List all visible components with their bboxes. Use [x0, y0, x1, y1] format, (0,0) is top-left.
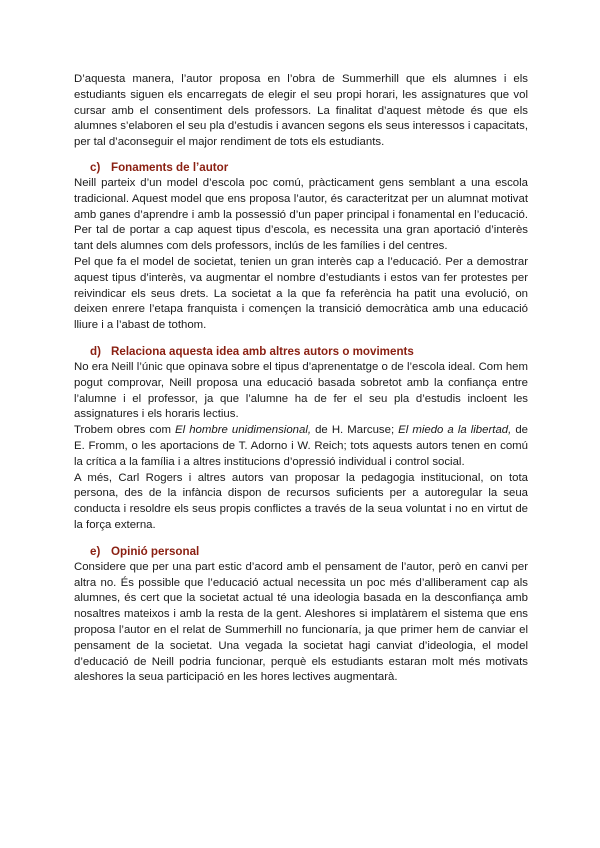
section-c-marker: c) [90, 160, 101, 174]
section-d-title: Relaciona aquesta idea amb altres autors o moviments [111, 344, 414, 358]
work-title-hombre-unidimensional: El hombre unidimensional, [175, 424, 312, 437]
section-d-p2-start: Trobem obres com [74, 424, 176, 437]
section-d-p2-mid: de H. Marcuse; [311, 424, 399, 437]
section-d-paragraph-3: A més, Carl Rogers i altres autors van proposar la pedagogia institucional, on tota persona, des de la infància dispon de recursos suficients per a autoregular la seua conducta i resoldre els seus propis conflictes a través de la seua voluntat i no en virtut de la força externa. [74, 471, 528, 531]
section-c-heading [74, 160, 528, 176]
section-d-paragraph-1: No era Neill l’únic que opinava sobre el tipus d’aprenentatge o de l’escola ideal. Com hem pogut comprovar, Neill proposa una educació basada sobretot amb la confiança entre l’alumne i el professor, ja que l’alumne ha de fer el seu pla d’estudis incloent les assignatures i els horaris lectius. [74, 360, 528, 421]
document-body [74, 72, 528, 686]
section-e-paragraph-1: Considere que per una part estic d’acord amb el pensament de l’autor, però en canvi per altra no. És possible que l’educació actual necessita un poc més d’alliberament cap als alumnes, és cert que la societat actual té una ideologia basada en la desconfiança amb nosaltres mateixos i amb la resta de la gent. Aleshores si implatàrem el sistema que ens proposa l’autor en el relat de Summerhill no funcionaría, ja que primer hem de canviar el pensament de la societat. Una vegada la societat hagi canviat d’ideologia, el model d’educació de Neill podria funcionar, perquè els estudiants estaran molt més motivats aleshores la seua participació en les hores lectives augmentarà. [74, 560, 528, 684]
work-title-miedo-libertad: El miedo a la libertad, [398, 424, 512, 437]
section-d-heading [74, 344, 528, 360]
section-e-marker: e) [90, 544, 101, 558]
section-c-paragraph-2: Pel que fa el model de societat, tenien un gran interès cap a l’educació. Per a demostrar aquest tipus d’interès, va augmentar el nombre d’estudiants i estos van fer protestes per reivindicar els seus drets. La societat a la que fa referència ha patit una evolució, on deixen enrere l’etapa franquista i començen la transició democràtica amb una educació lliure i a l’abast de tothom. [74, 255, 528, 332]
section-c-paragraph-1: Neill parteix d’un model d’escola poc comú, pràcticament gens semblant a una escola tradicional. Aquest model que ens proposa l’autor, és caracteritzat per un alumnat motivat amb ganes d’aprendre i amb la possessió d’un paper principal i fonamental en l’educació. Per tal de portar a cap aquest tipus d’escola, es necessita una gran aportació d’interès tant dels alumnes com dels professors, inclús de les famílies i del centres. [74, 176, 528, 253]
section-c-title: Fonaments de l’autor [111, 160, 229, 174]
section-d-paragraph-2 [74, 423, 528, 470]
section-e-heading [74, 544, 528, 560]
section-e-title: Opinió personal [111, 544, 200, 558]
section-d-p2-end: de E. Fromm, o les aportacions de T. Adorno i W. Reich; tots aquests autors tenen en comú la crítica a la família i a altres institucions d’opressió individual i control social. [74, 424, 529, 468]
intro-paragraph: D’aquesta manera, l’autor proposa en l’obra de Summerhill que els alumnes i els estudiants siguen els encarregats de elegir el seu propi horari, les assignatures que vol cursar amb el consentiment dels professors. La finalitat d’aquest mètode és que els alumnes s’elaboren el seu pla d’estudis i avancen segons els seus interessos i capacitats, per tal d’aconseguir el major rendiment de tots els estudiants. [74, 73, 528, 149]
section-d-marker: d) [90, 344, 101, 358]
